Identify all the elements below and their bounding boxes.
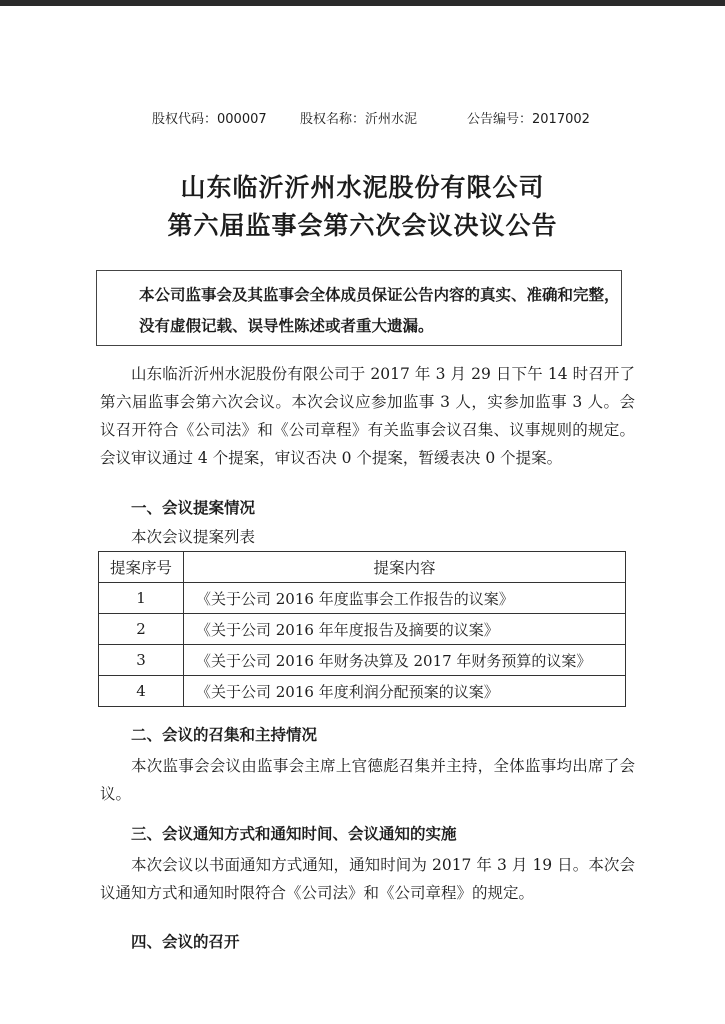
table-row <box>99 645 626 676</box>
proposals-table <box>98 551 626 707</box>
section-3-heading: 三、会议通知方式和通知时间、会议通知的实施 <box>131 825 457 843</box>
section-2-text: 本次监事会会议由监事会主席上官德彪召集并主持，全体监事均出席了会议。 <box>100 757 635 803</box>
proposal-no: 3 <box>99 645 184 676</box>
proposal-content: 《关于公司 2016 年度利润分配预案的议案》 <box>184 676 626 707</box>
section-2-heading: 二、会议的召集和主持情况 <box>131 726 318 744</box>
notice-box <box>96 270 622 346</box>
proposal-content: 《关于公司 2016 年财务决算及 2017 年财务预算的议案》 <box>184 645 626 676</box>
proposal-no: 1 <box>99 583 184 614</box>
table-caption: 本次会议提案列表 <box>131 528 256 546</box>
title-line-2: 第六届监事会第六次会议决议公告 <box>167 211 558 240</box>
section-1-heading: 一、会议提案情况 <box>131 499 256 517</box>
intro-paragraph: 山东临沂沂州水泥股份有限公司于 2017 年 3 月 29 日下午 14 时召开了第六届监事会第六次会议。本次会议应参加监事 3 人，实参加监事 3 人。会议召开符合《公司法》和《公司章程》有关监事会议召集、议事规则的规定。会议审议通过 4 个提案，审议否决 0 个提案，暂缓表决 0 个提案。 <box>100 365 635 467</box>
table-header-row <box>99 552 626 583</box>
stock-code: 股权代码：000007 <box>152 112 267 127</box>
stock-name: 股权名称：沂州水泥 <box>300 112 418 127</box>
proposal-content: 《关于公司 2016 年年度报告及摘要的议案》 <box>184 614 626 645</box>
proposal-no: 2 <box>99 614 184 645</box>
table-row <box>99 614 626 645</box>
announcement-number: 公告编号：2017002 <box>467 112 590 127</box>
table-row <box>99 583 626 614</box>
proposal-no: 4 <box>99 676 184 707</box>
title-line-1: 山东临沂沂州水泥股份有限公司 <box>180 173 545 202</box>
col-header-no: 提案序号 <box>99 552 184 583</box>
col-header-content: 提案内容 <box>184 552 626 583</box>
section-3-text: 本次会议以书面通知方式通知，通知时间为 2017 年 3 月 19 日。本次会议通知方式和通知时限符合《公司法》和《公司章程》的规定。 <box>100 856 635 902</box>
table-row <box>99 676 626 707</box>
notice-text: 本公司监事会及其监事会全体成员保证公告内容的真实、准确和完整，没有虚假记载、误导性陈述或者重大遗漏。 <box>139 286 620 335</box>
section-4-heading: 四、会议的召开 <box>131 933 240 951</box>
proposal-content: 《关于公司 2016 年度监事会工作报告的议案》 <box>184 583 626 614</box>
